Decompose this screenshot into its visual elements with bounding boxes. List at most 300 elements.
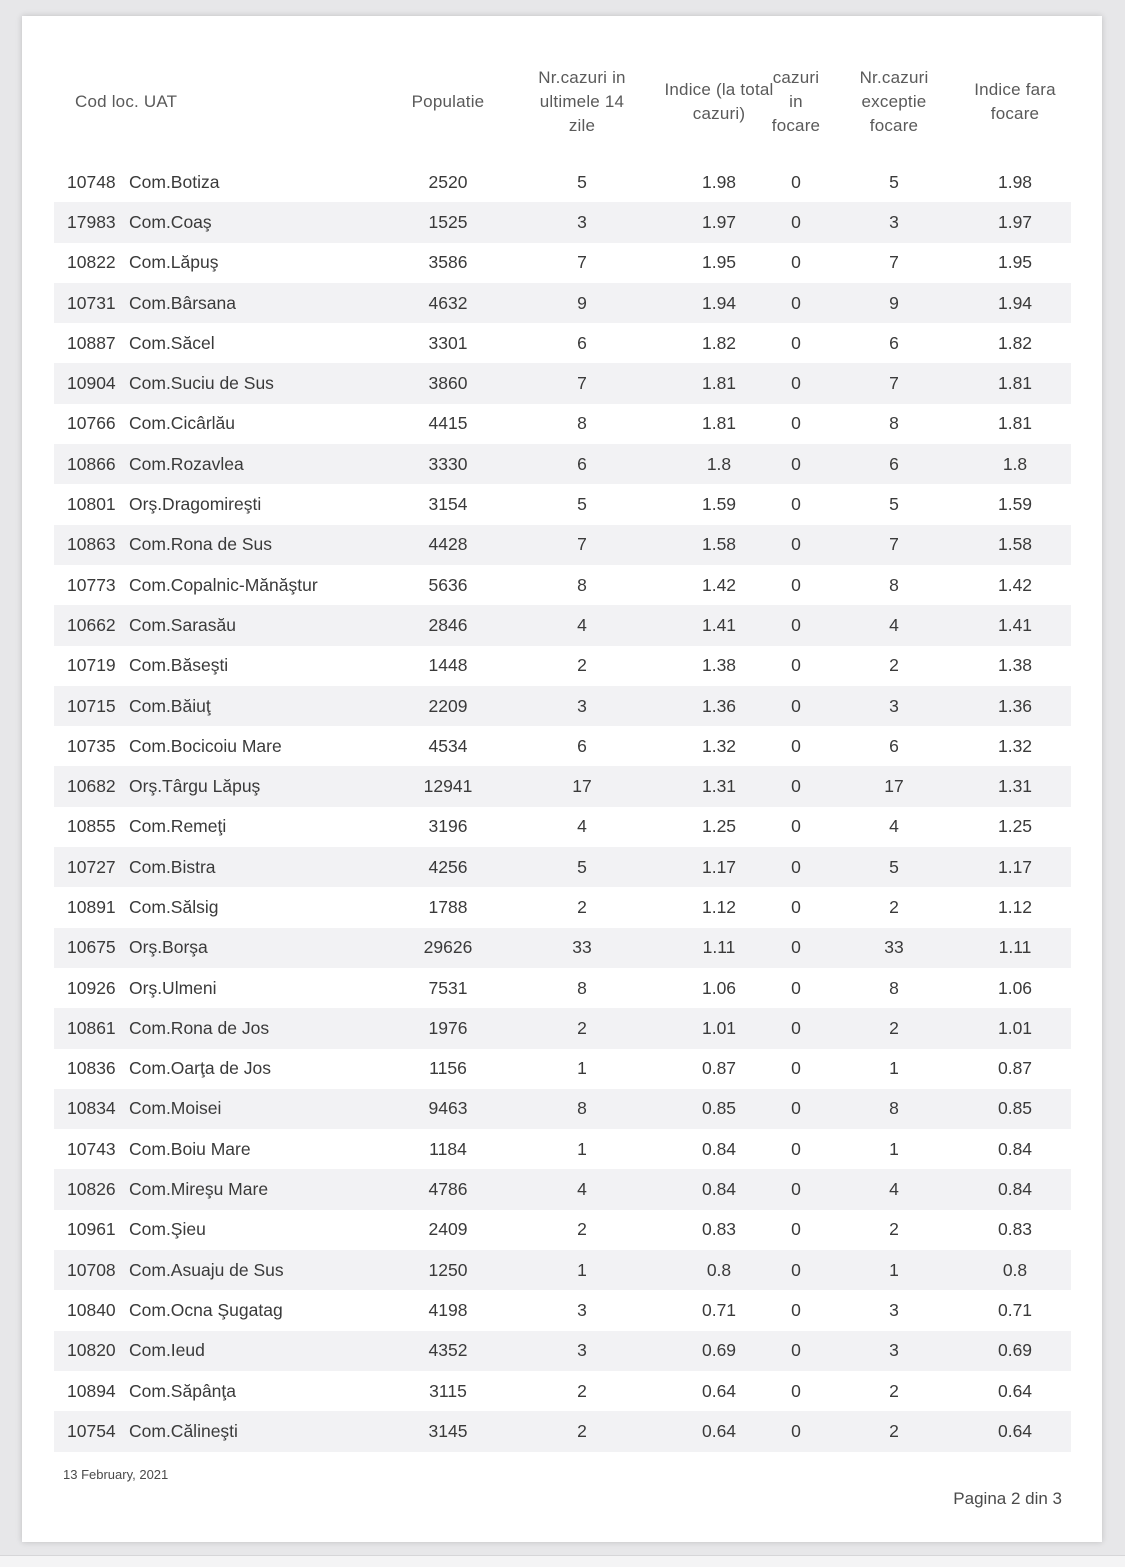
cell-cazuri-focare: 0 [791,1340,801,1361]
cell-indice: 1.38 [701,655,737,676]
cell-indice: 1.59 [701,494,737,515]
header-nr-exceptie: Nr.cazuri exceptie focare [859,68,929,135]
cell-code: 10731 [67,292,116,313]
cell-nr-exceptie: 6 [889,735,899,756]
table-row [54,1250,1071,1290]
cell-nr-cazuri: 5 [577,171,587,192]
cell-nr-cazuri: 3 [577,1299,587,1320]
cell-uat: Com.Rona de Jos [129,1017,270,1038]
cell-populatie: 1976 [428,1017,468,1038]
cell-nr-exceptie: 8 [889,1098,899,1119]
cell-populatie: 1156 [429,1058,467,1079]
cell-code: 10866 [67,453,116,474]
cell-cazuri-focare: 0 [791,1420,801,1441]
cell-nr-exceptie: 3 [889,695,899,716]
cell-populatie: 2209 [428,695,468,716]
cell-code: 10961 [67,1219,116,1240]
cell-uat: Com.Mireşu Mare [129,1179,269,1200]
cell-cazuri-focare: 0 [791,1017,801,1038]
next-page-edge [0,1555,1125,1567]
cell-code: 10820 [67,1340,116,1361]
cell-nr-exceptie: 4 [889,1179,899,1200]
cell-populatie: 4786 [428,1179,468,1200]
cell-cazuri-focare: 0 [791,937,801,958]
cell-indice: 1.81 [701,373,737,394]
cell-indice: 1.12 [701,896,737,917]
cell-indice-fara: 0.87 [997,1058,1033,1079]
cell-nr-exceptie: 8 [889,413,899,434]
footer-date: 13 February, 2021 [63,1467,169,1482]
cell-nr-cazuri: 5 [577,494,587,515]
table-row [54,1049,1071,1089]
cell-code: 10727 [67,856,116,877]
cell-cazuri-focare: 0 [791,373,801,394]
cell-cazuri-focare: 0 [791,1098,801,1119]
cell-uat: Orş.Dragomireşti [129,494,262,515]
table-row [54,1210,1071,1250]
cell-nr-cazuri: 3 [577,211,587,232]
table-row [54,444,1071,484]
cell-indice: 1.58 [701,534,737,555]
cell-nr-cazuri: 9 [577,292,587,313]
cell-populatie: 3145 [428,1420,468,1441]
table-row [54,928,1071,968]
cell-populatie: 3330 [428,453,468,474]
cell-indice: 0.85 [701,1098,737,1119]
cell-nr-cazuri: 8 [577,977,587,998]
cell-code: 10836 [67,1058,116,1079]
cell-cazuri-focare: 0 [791,1138,801,1159]
cell-nr-cazuri: 17 [572,776,592,797]
cell-uat: Com.Copalnic-Mănăştur [129,574,318,595]
cell-populatie: 1184 [429,1138,467,1159]
cell-cazuri-focare: 0 [791,171,801,192]
cell-indice: 1.41 [701,614,737,635]
cell-uat: Orş.Ulmeni [129,977,217,998]
cell-populatie: 2520 [428,171,468,192]
table-row [54,404,1071,444]
cell-nr-exceptie: 5 [889,494,899,515]
cell-uat: Com.Botiza [129,171,220,192]
table-row [54,202,1071,242]
cell-uat: Com.Cicârlău [129,413,235,434]
cell-indice-fara: 1.12 [997,896,1033,917]
header-code-uat: Cod loc. UAT [75,92,178,111]
cell-code: 10748 [67,171,116,192]
cell-nr-cazuri: 2 [577,1380,587,1401]
cell-nr-exceptie: 5 [889,856,899,877]
cell-indice-fara: 0.69 [997,1340,1033,1361]
cell-nr-cazuri: 3 [577,695,587,716]
cell-nr-cazuri: 6 [577,332,587,353]
cell-populatie: 4534 [428,735,468,756]
table-row [54,1331,1071,1371]
cell-indice-fara: 1.11 [998,937,1032,958]
table-row [54,1129,1071,1169]
cell-nr-exceptie: 3 [889,211,899,232]
cell-code: 10719 [67,655,116,676]
cell-populatie: 3301 [428,332,468,353]
cell-uat: Orş.Târgu Lăpuş [129,776,261,797]
header-cazuri-focare: cazuri in focare [771,68,821,135]
cell-cazuri-focare: 0 [791,292,801,313]
cell-code: 10904 [67,373,116,394]
cell-uat: Com.Suciu de Sus [129,373,274,394]
cell-nr-cazuri: 2 [577,1219,587,1240]
cell-nr-exceptie: 1 [889,1259,899,1280]
cell-cazuri-focare: 0 [791,1219,801,1240]
cell-cazuri-focare: 0 [791,655,801,676]
cell-nr-exceptie: 17 [884,776,904,797]
cell-indice: 1.95 [701,252,737,273]
cell-code: 17983 [67,211,116,232]
cell-cazuri-focare: 0 [791,252,801,273]
cell-populatie: 29626 [423,937,473,958]
cell-uat: Com.Boiu Mare [129,1138,251,1159]
cell-nr-exceptie: 8 [889,977,899,998]
cell-nr-cazuri: 2 [577,1420,587,1441]
cell-uat: Com.Moisei [129,1098,222,1119]
cell-nr-exceptie: 6 [889,332,899,353]
cell-code: 10766 [67,413,116,434]
cell-indice: 1.11 [702,937,736,958]
cell-cazuri-focare: 0 [791,1299,801,1320]
cell-indice: 0.87 [701,1058,737,1079]
table-row [54,162,1071,202]
cell-uat: Com.Bocicoiu Mare [129,735,282,756]
cell-code: 10708 [67,1259,116,1280]
cell-code: 10754 [67,1420,116,1441]
cell-cazuri-focare: 0 [791,211,801,232]
cell-indice-fara: 1.81 [997,373,1033,394]
cell-uat: Com.Asuaju de Sus [129,1259,284,1280]
cell-indice: 1.25 [701,816,737,837]
cell-nr-exceptie: 3 [889,1340,899,1361]
cell-code: 10926 [67,977,116,998]
table-row [54,484,1071,524]
cell-uat: Com.Rona de Sus [129,534,272,555]
cell-indice-fara: 1.38 [997,655,1033,676]
cell-indice-fara: 0.83 [997,1219,1033,1240]
cell-cazuri-focare: 0 [791,614,801,635]
cell-cazuri-focare: 0 [791,977,801,998]
cell-cazuri-focare: 0 [791,1179,801,1200]
cell-uat: Orş.Borşa [129,937,208,958]
table-row [54,605,1071,645]
cell-nr-exceptie: 8 [889,574,899,595]
cell-indice-fara: 1.32 [997,735,1033,756]
cell-populatie: 4198 [428,1299,468,1320]
cell-uat: Com.Sălsig [129,896,219,917]
table-row [54,283,1071,323]
cell-nr-cazuri: 33 [572,937,592,958]
cell-nr-cazuri: 6 [577,735,587,756]
table-row [54,323,1071,363]
cell-code: 10773 [67,574,116,595]
cell-nr-cazuri: 4 [577,1179,587,1200]
cell-indice-fara: 0.71 [997,1299,1033,1320]
cell-indice: 1.81 [701,413,737,434]
cell-nr-exceptie: 2 [889,1380,899,1401]
cell-uat: Com.Călineşti [129,1420,238,1441]
cell-uat: Com.Remeţi [129,816,227,837]
cell-code: 10826 [67,1179,116,1200]
header-indice-fara: Indice fara focare [974,80,1056,123]
cell-nr-exceptie: 2 [889,655,899,676]
cell-indice-fara: 1.59 [997,494,1033,515]
cell-nr-cazuri: 4 [577,614,587,635]
table-row [54,807,1071,847]
header-populatie: Populatie [411,92,485,111]
cell-cazuri-focare: 0 [791,1058,801,1079]
cell-cazuri-focare: 0 [791,816,801,837]
cell-populatie: 4632 [428,292,468,313]
table-row [54,646,1071,686]
cell-populatie: 4352 [428,1340,468,1361]
cell-nr-exceptie: 7 [889,252,899,273]
cell-populatie: 5636 [428,574,468,595]
cell-indice-fara: 1.94 [997,292,1033,313]
cell-indice: 0.71 [701,1299,737,1320]
cell-populatie: 9463 [428,1098,468,1119]
cell-indice-fara: 1.17 [997,856,1033,877]
cell-nr-exceptie: 5 [889,171,899,192]
cell-code: 10840 [67,1299,116,1320]
cell-nr-cazuri: 1 [577,1058,587,1079]
cell-indice-fara: 1.31 [997,776,1033,797]
cell-indice: 0.8 [706,1259,732,1280]
cell-indice: 1.01 [701,1017,737,1038]
cell-code: 10894 [67,1380,116,1401]
table-row [54,1089,1071,1129]
cell-code: 10891 [67,896,116,917]
cell-code: 10861 [67,1017,116,1038]
cell-populatie: 12941 [423,776,473,797]
cell-code: 10822 [67,252,116,273]
cell-indice: 1.36 [701,695,737,716]
cell-uat: Com.Săcel [129,332,215,353]
cell-cazuri-focare: 0 [791,494,801,515]
cell-indice: 1.8 [706,453,732,474]
cell-nr-cazuri: 5 [577,856,587,877]
cell-populatie: 3860 [428,373,468,394]
cell-indice: 0.69 [701,1340,737,1361]
cell-indice: 1.31 [701,776,737,797]
cell-nr-exceptie: 9 [889,292,899,313]
cell-indice: 1.06 [701,977,737,998]
cell-cazuri-focare: 0 [791,856,801,877]
cell-cazuri-focare: 0 [791,1259,801,1280]
table-row [54,1290,1071,1330]
cell-populatie: 2846 [428,614,468,635]
cell-indice-fara: 1.8 [1002,453,1028,474]
table-row [54,1169,1071,1209]
cell-nr-cazuri: 7 [577,252,587,273]
cell-populatie: 4428 [428,534,468,555]
cell-indice-fara: 0.84 [997,1138,1033,1159]
cell-uat: Com.Băseşti [129,655,229,676]
cell-populatie: 3115 [429,1380,467,1401]
cell-cazuri-focare: 0 [791,413,801,434]
table-row [54,726,1071,766]
cell-nr-exceptie: 33 [884,937,904,958]
header-nr-cazuri: Nr.cazuri in ultimele 14 zile [538,68,626,135]
table-header [54,66,1071,162]
cell-cazuri-focare: 0 [791,332,801,353]
cell-indice-fara: 0.64 [997,1420,1033,1441]
cell-nr-cazuri: 8 [577,574,587,595]
cell-indice-fara: 1.25 [997,816,1033,837]
cell-nr-exceptie: 6 [889,453,899,474]
cell-indice: 1.42 [701,574,737,595]
cell-indice: 1.17 [701,856,737,877]
cell-cazuri-focare: 0 [791,735,801,756]
cell-cazuri-focare: 0 [791,896,801,917]
cell-indice: 1.94 [701,292,737,313]
cell-cazuri-focare: 0 [791,695,801,716]
cell-indice-fara: 1.58 [997,534,1033,555]
cell-code: 10662 [67,614,116,635]
table-row [54,363,1071,403]
cell-populatie: 3154 [428,494,468,515]
cell-indice: 0.64 [701,1420,737,1441]
table-row [54,766,1071,806]
cell-indice-fara: 1.42 [997,574,1033,595]
cell-nr-exceptie: 3 [889,1299,899,1320]
cell-indice-fara: 0.85 [997,1098,1033,1119]
cell-nr-cazuri: 1 [577,1259,587,1280]
cell-code: 10887 [67,332,116,353]
cell-nr-exceptie: 1 [889,1138,899,1159]
table-row [54,1008,1071,1048]
cell-indice-fara: 1.01 [997,1017,1033,1038]
cell-uat: Com.Ieud [129,1340,205,1361]
cell-nr-cazuri: 2 [577,1017,587,1038]
cell-nr-cazuri: 3 [577,1340,587,1361]
cell-nr-exceptie: 2 [889,1219,899,1240]
cell-indice: 0.83 [701,1219,737,1240]
cell-uat: Com.Coaş [129,211,212,232]
table-row [54,968,1071,1008]
cell-uat: Com.Băiuţ [129,695,211,716]
cell-cazuri-focare: 0 [791,453,801,474]
table-row [54,525,1071,565]
table-row [54,565,1071,605]
cell-uat: Com.Sarasău [129,614,236,635]
cell-nr-cazuri: 1 [577,1138,587,1159]
cell-nr-exceptie: 1 [889,1058,899,1079]
cell-populatie: 1525 [428,211,468,232]
cell-nr-cazuri: 6 [577,453,587,474]
document-page [22,16,1102,1542]
cell-indice: 1.82 [701,332,737,353]
cell-uat: Com.Lăpuş [129,252,219,273]
cases-table [54,66,1071,1452]
cell-populatie: 4415 [428,413,468,434]
table-row [54,243,1071,283]
cell-populatie: 1250 [428,1259,468,1280]
table-row [54,1371,1071,1411]
cell-indice: 1.32 [701,735,737,756]
cell-indice: 0.64 [701,1380,737,1401]
cell-populatie: 1448 [428,655,468,676]
cell-code: 10682 [67,776,116,797]
cell-uat: Com.Săpânţa [129,1380,237,1401]
cell-nr-exceptie: 7 [889,373,899,394]
table-row [54,847,1071,887]
cell-nr-exceptie: 7 [889,534,899,555]
cell-indice-fara: 1.41 [997,614,1033,635]
cell-code: 10801 [67,494,116,515]
cell-cazuri-focare: 0 [791,776,801,797]
header-indice: Indice (la total cazuri) [664,80,774,123]
cell-nr-cazuri: 7 [577,534,587,555]
cell-indice-fara: 1.81 [997,413,1033,434]
cell-uat: Com.Rozavlea [129,453,244,474]
cell-populatie: 3586 [428,252,468,273]
cell-nr-exceptie: 2 [889,1420,899,1441]
page-number: Pagina 2 din 3 [953,1489,1062,1508]
cell-indice: 0.84 [701,1138,737,1159]
cell-code: 10863 [67,534,116,555]
cell-indice: 0.84 [701,1179,737,1200]
table-row [54,686,1071,726]
cell-populatie: 3196 [428,816,468,837]
cell-indice: 1.98 [701,171,737,192]
cell-nr-cazuri: 7 [577,373,587,394]
cell-nr-cazuri: 4 [577,816,587,837]
cell-nr-cazuri: 8 [577,413,587,434]
cell-indice-fara: 0.8 [1002,1259,1028,1280]
cell-nr-cazuri: 8 [577,1098,587,1119]
cell-uat: Com.Ocna Şugatag [129,1299,283,1320]
cell-nr-exceptie: 4 [889,614,899,635]
cell-code: 10743 [67,1138,116,1159]
cell-nr-cazuri: 2 [577,896,587,917]
cell-cazuri-focare: 0 [791,574,801,595]
cell-populatie: 1788 [428,896,468,917]
cell-indice: 1.97 [701,211,737,232]
cell-populatie: 7531 [428,977,468,998]
cell-uat: Com.Bârsana [129,292,236,313]
cell-uat: Com.Şieu [129,1219,206,1240]
cell-code: 10855 [67,816,116,837]
cell-nr-exceptie: 2 [889,1017,899,1038]
cell-code: 10735 [67,735,116,756]
cell-code: 10834 [67,1098,116,1119]
cell-indice-fara: 1.82 [997,332,1033,353]
cell-cazuri-focare: 0 [791,1380,801,1401]
cell-nr-exceptie: 2 [889,896,899,917]
cell-populatie: 4256 [428,856,468,877]
cell-nr-cazuri: 2 [577,655,587,676]
cell-indice-fara: 0.84 [997,1179,1033,1200]
cell-indice-fara: 1.98 [997,171,1033,192]
cell-code: 10675 [67,937,116,958]
table-row [54,887,1071,927]
cell-indice-fara: 0.64 [997,1380,1033,1401]
cell-uat: Com.Oarţa de Jos [129,1058,271,1079]
cell-indice-fara: 1.06 [997,977,1033,998]
cell-populatie: 2409 [428,1219,468,1240]
cell-code: 10715 [67,695,116,716]
cell-indice-fara: 1.36 [997,695,1033,716]
cell-indice-fara: 1.97 [997,211,1033,232]
table-row [54,1411,1071,1451]
cell-cazuri-focare: 0 [791,534,801,555]
cell-uat: Com.Bistra [129,856,216,877]
table-body [54,162,1071,1452]
